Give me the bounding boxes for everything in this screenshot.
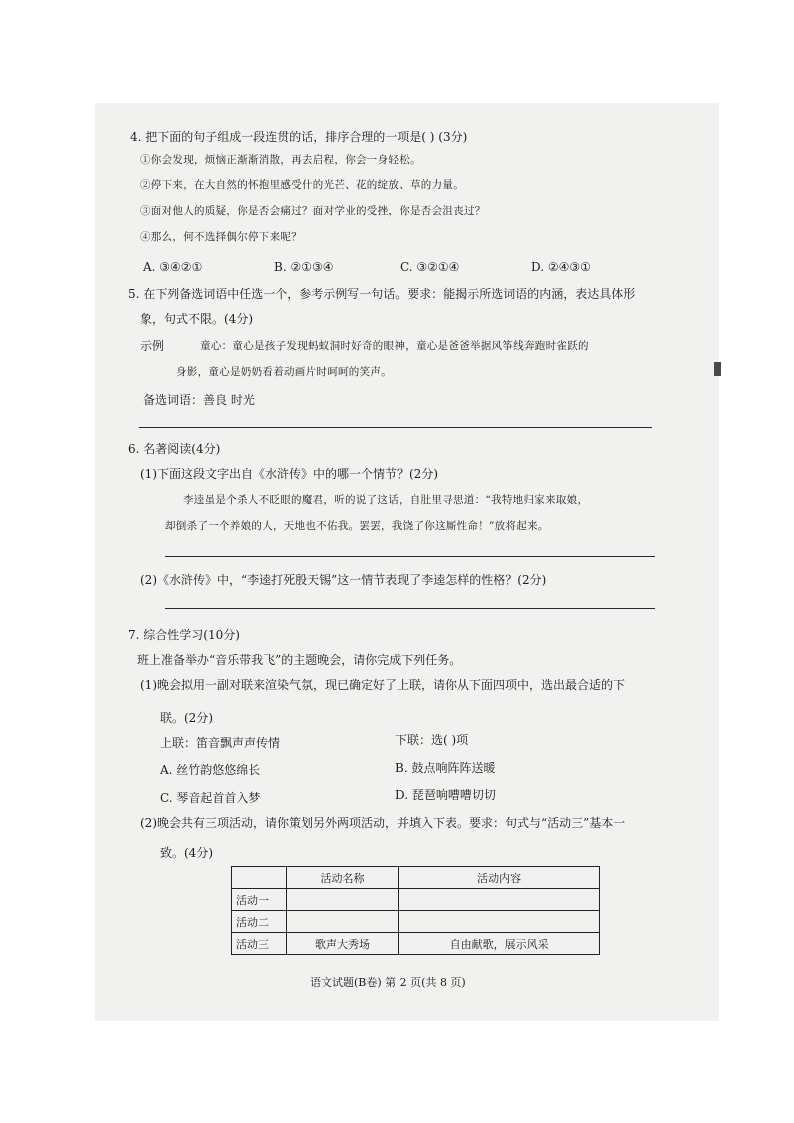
q7-title: 7. 综合性学习(10分) <box>128 628 240 642</box>
table-header-row <box>232 867 600 889</box>
activity3-name-cell: 歌声大秀场 <box>286 933 398 955</box>
q5-stem-line2: 象，句式不限。(4分) <box>140 312 253 326</box>
activity-table <box>231 866 600 955</box>
table-row <box>232 889 600 911</box>
table-row-label: 活动一 <box>232 889 287 911</box>
q5-answer-line <box>139 427 652 428</box>
q4-option-c: C. ③②①④ <box>400 260 460 274</box>
activity1-name-cell <box>286 889 398 911</box>
q6-title: 6. 名著阅读(4分) <box>128 442 221 456</box>
q6-sub2: (2)《水浒传》中，“李逵打死殷天锡”这一情节表现了李逵怎样的性格？(2分) <box>140 573 547 587</box>
q6-sub1-answer-line <box>165 556 655 557</box>
q7-sub2-line2: 致。(4分) <box>160 846 213 860</box>
page-footer: 语文试题(B卷) 第 2 页(共 8 页) <box>310 976 466 989</box>
q7-option-a: A. 丝竹韵悠悠绵长 <box>160 763 261 777</box>
table-header-blank <box>232 867 287 889</box>
activity2-content-cell <box>399 911 600 933</box>
q4-sentence-4: ④那么，何不选择偶尔停下来呢？ <box>140 231 302 243</box>
table-row <box>232 933 600 955</box>
table-header-name: 活动名称 <box>286 867 398 889</box>
q5-candidates: 备选词语：善良 时光 <box>143 393 255 407</box>
q4-option-b: B. ②①③④ <box>274 260 334 274</box>
q6-sub1: (1)下面这段文字出自《水浒传》中的哪一个情节？(2分) <box>140 467 438 481</box>
q4-sentence-2: ②停下来，在大自然的怀抱里感受什的光芒、花的绽放、草的力量。 <box>140 179 464 191</box>
q5-stem-line1: 5. 在下列备选词语中任选一个，参考示例写一句话。要求：能揭示所选词语的内涵，表达具体形 <box>128 287 636 301</box>
q4-sentence-1: ①你会发现，烦恼正渐渐消散，再去启程，你会一身轻松。 <box>140 154 421 166</box>
q7-sub1-line1: (1)晚会拟用一副对联来渲染气氛，现已确定好了上联，请你从下面四项中，选出最合适的下 <box>140 678 626 692</box>
q7-intro: 班上准备举办“音乐带我飞”的主题晚会，请你完成下列任务。 <box>137 653 462 667</box>
q5-example-line2: 身影，童心是奶奶看着动画片时呵呵的笑声。 <box>176 366 392 378</box>
q7-sub2-line1: (2)晚会共有三项活动，请你策划另外两项活动，并填入下表。要求：句式与“活动三”基本一 <box>140 816 626 830</box>
q7-upper-couplet: 上联：笛音飘声声传情 <box>160 736 281 750</box>
q7-option-b: B. 鼓点响阵阵送暖 <box>395 761 496 775</box>
q7-option-d: D. 琵琶响嘈嘈切切 <box>395 788 496 802</box>
activity1-content-cell <box>399 889 600 911</box>
q5-example-line1: 童心：童心是孩子发现蚂蚁洞时好奇的眼神，童心是爸爸举据风筝线奔跑时雀跃的 <box>200 340 589 352</box>
table-row <box>232 911 600 933</box>
q4-option-d: D. ②④③① <box>531 260 591 274</box>
q4-option-a: A. ③④②① <box>143 260 203 274</box>
q6-passage-line1: 李逵虽是个杀人不眨眼的魔君，听的说了这话，自肚里寻思道：“我特地归家来取娘， <box>183 494 589 506</box>
table-row-label: 活动二 <box>232 911 287 933</box>
q6-sub2-answer-line <box>165 608 655 609</box>
scan-edge-mark <box>714 362 721 376</box>
table-row-label: 活动三 <box>232 933 287 955</box>
q4-stem: 4. 把下面的句子组成一段连贯的话，排序合理的一项是( ) (3分) <box>130 130 468 144</box>
activity3-content-cell: 自由献歌，展示风采 <box>399 933 600 955</box>
q7-option-c: C. 琴音起首首入梦 <box>160 791 261 805</box>
q6-passage-line2: 却倒杀了一个养娘的人，天地也不佑我。罢罢，我饶了你这厮性命！”放将起来。 <box>165 520 549 532</box>
q5-example-label: 示例 <box>140 339 165 353</box>
q7-lower-couplet-choice: 下联：选( )项 <box>395 733 469 747</box>
activity2-name-cell <box>286 911 398 933</box>
table-header-content: 活动内容 <box>399 867 600 889</box>
q7-sub1-line2: 联。(2分) <box>160 711 213 725</box>
q4-sentence-3: ③面对他人的质疑，你是否会痛过？面对学业的受挫，你是否会沮丧过？ <box>140 205 486 217</box>
